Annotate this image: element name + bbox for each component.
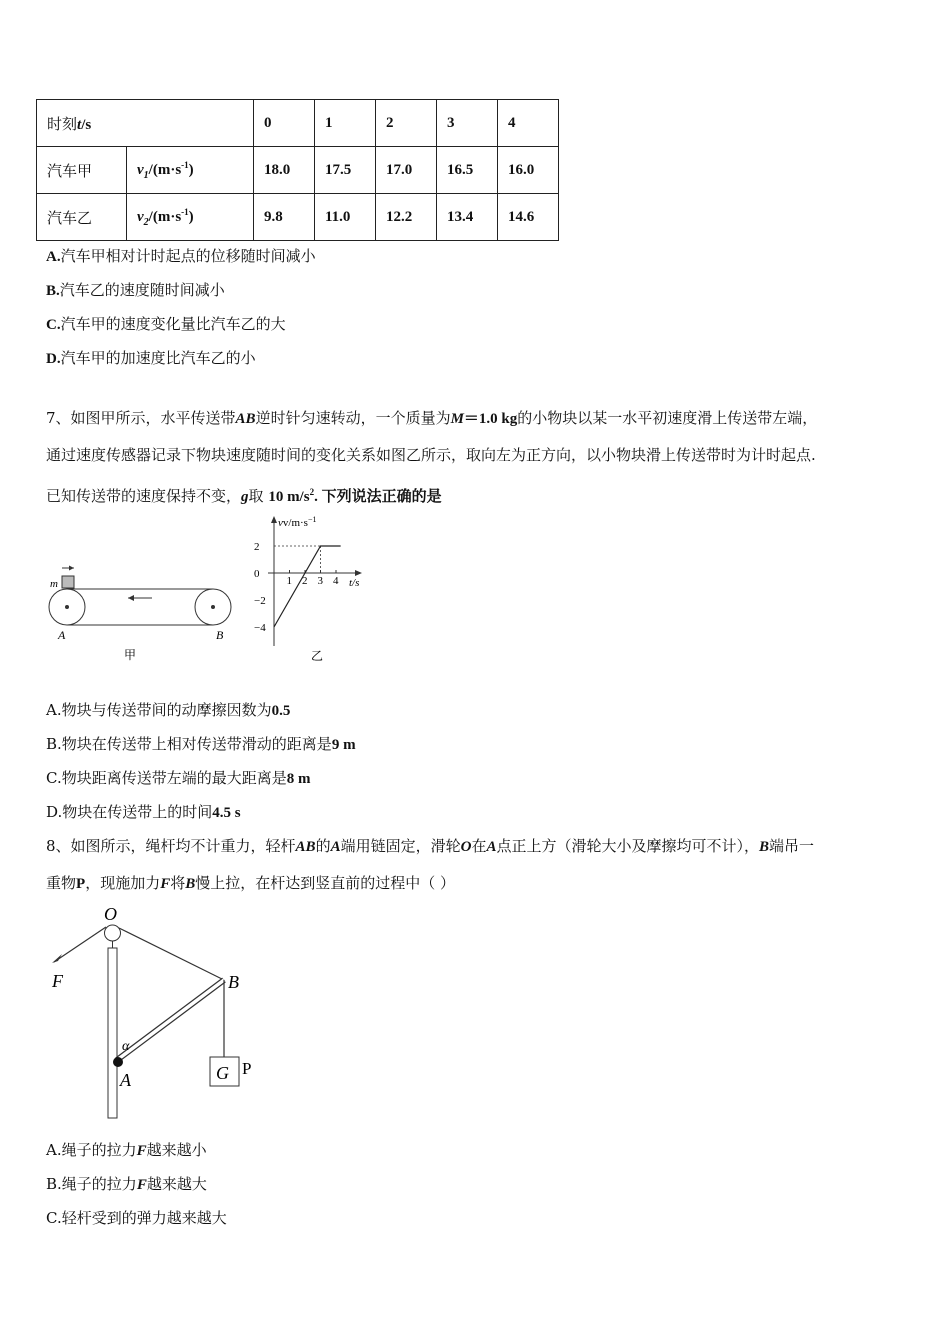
table-cell: 12.2	[376, 194, 437, 241]
caption-jia: 甲	[124, 648, 137, 662]
q6-option-a[interactable]: A.汽车甲相对计时起点的位移随时间减小	[46, 247, 316, 265]
data-table	[36, 99, 559, 241]
q7-stem-line2: 通过速度传感器记录下物块速度随时间的变化关系如图乙所示，取向左为正方向，以小物块滑上传送带时为计时起点.	[46, 446, 816, 464]
x-tick-label: 4	[333, 575, 339, 587]
q7-option-a[interactable]: A.物块与传送带间的动摩擦因数为0.5	[46, 701, 291, 719]
table-row	[37, 194, 559, 241]
table-cell: 16.5	[437, 147, 498, 194]
y-tick-label: 0	[254, 568, 260, 580]
x-tick-label: 2	[302, 575, 308, 587]
table-row	[37, 147, 559, 194]
q6-option-b[interactable]: B.汽车乙的速度随时间减小	[46, 281, 225, 299]
block-icon	[62, 576, 74, 588]
y-axis-label: $vv/m\cdot s^{-1}$	[278, 515, 317, 529]
table-cell: 9.8	[254, 194, 315, 241]
y-tick-label: 2	[254, 541, 260, 553]
y-tick-label: −2	[254, 595, 266, 607]
table-cell: 14.6	[498, 194, 559, 241]
q6-option-d[interactable]: D.汽车甲的加速度比汽车乙的小	[46, 349, 256, 367]
table-cell: 18.0	[254, 147, 315, 194]
q7-option-c[interactable]: C.物块距离传送带左端的最大距离是8 m	[46, 769, 311, 787]
x-tick-label: 1	[286, 575, 292, 587]
vt-chart	[248, 510, 378, 670]
label-p: P	[242, 1059, 252, 1078]
q7-option-b[interactable]: B.物块在传送带上相对传送带滑动的距离是9 m	[46, 735, 356, 753]
table-header-label: 时刻t/s	[37, 100, 254, 147]
conveyor-figure	[40, 555, 240, 665]
force-arrow-icon	[52, 954, 62, 963]
table-cell: 13.4	[437, 194, 498, 241]
q8-option-b[interactable]: B.绳子的拉力F越来越大	[46, 1175, 207, 1193]
label-a: A	[120, 1070, 131, 1090]
table-cell: 1	[315, 100, 376, 147]
q8-stem-line1: 8、如图所示，绳杆均不计重力，轻杆AB的A端用链固定，滑轮O在A点正上方（滑轮大小及摩擦均可不计），B端吊一	[46, 837, 815, 855]
table-cell: 16.0	[498, 147, 559, 194]
wall-post	[108, 948, 117, 1118]
row-name: 汽车甲	[37, 147, 127, 194]
hinge-icon	[113, 1057, 123, 1067]
pulley-rod-figure	[44, 900, 274, 1125]
row-unit: $v_2/(m\cdot s^{-1})$	[127, 194, 254, 241]
label-m: m	[50, 578, 58, 590]
table-cell: 4	[498, 100, 559, 147]
row-name: 汽车乙	[37, 194, 127, 241]
label-g: G	[216, 1063, 229, 1083]
label-a: A	[58, 628, 66, 642]
label-alpha: α	[122, 1039, 130, 1054]
label-o: O	[104, 904, 117, 924]
rope-f	[54, 927, 106, 962]
x-axis-label: t/s	[349, 577, 360, 589]
q7-stem-line1: 7、如图甲所示，水平传送带AB逆时针匀速转动，一个质量为M＝1.0 kg的小物块以某一水平初速度滑上传送带左端，	[46, 409, 818, 427]
table-cell: 17.0	[376, 147, 437, 194]
label-b: B	[228, 972, 239, 992]
table-cell: 3	[437, 100, 498, 147]
caption-yi: 乙	[311, 649, 324, 663]
table-cell: 2	[376, 100, 437, 147]
table-cell: 11.0	[315, 194, 376, 241]
row-unit: $v_1/(m\cdot s^{-1})$	[127, 147, 254, 194]
table-cell: 0	[254, 100, 315, 147]
q7-option-d[interactable]: D.物块在传送带上的时间4.5 s	[46, 803, 241, 821]
q8-option-c[interactable]: C.轻杆受到的弹力越来越大	[46, 1209, 227, 1227]
table-cell: 17.5	[315, 147, 376, 194]
table-header-row	[37, 100, 559, 147]
y-tick-label: −4	[254, 622, 266, 634]
rope-ob	[119, 928, 224, 980]
q8-stem-line2: 重物P，现施加力F将B慢上拉，在杆达到竖直前的过程中（ ）	[46, 874, 456, 892]
label-b: B	[216, 628, 224, 642]
q7-stem-line3: 已知传送带的速度保持不变，g取 10 $m/s^2$. 下列说法正确的是	[46, 487, 442, 505]
x-tick-label: 3	[317, 575, 323, 587]
label-f: F	[52, 971, 63, 991]
q6-option-c[interactable]: C.汽车甲的速度变化量比汽车乙的大	[46, 315, 286, 333]
pulley-icon	[105, 925, 121, 941]
q8-option-a[interactable]: A.绳子的拉力F越来越小	[46, 1141, 207, 1159]
